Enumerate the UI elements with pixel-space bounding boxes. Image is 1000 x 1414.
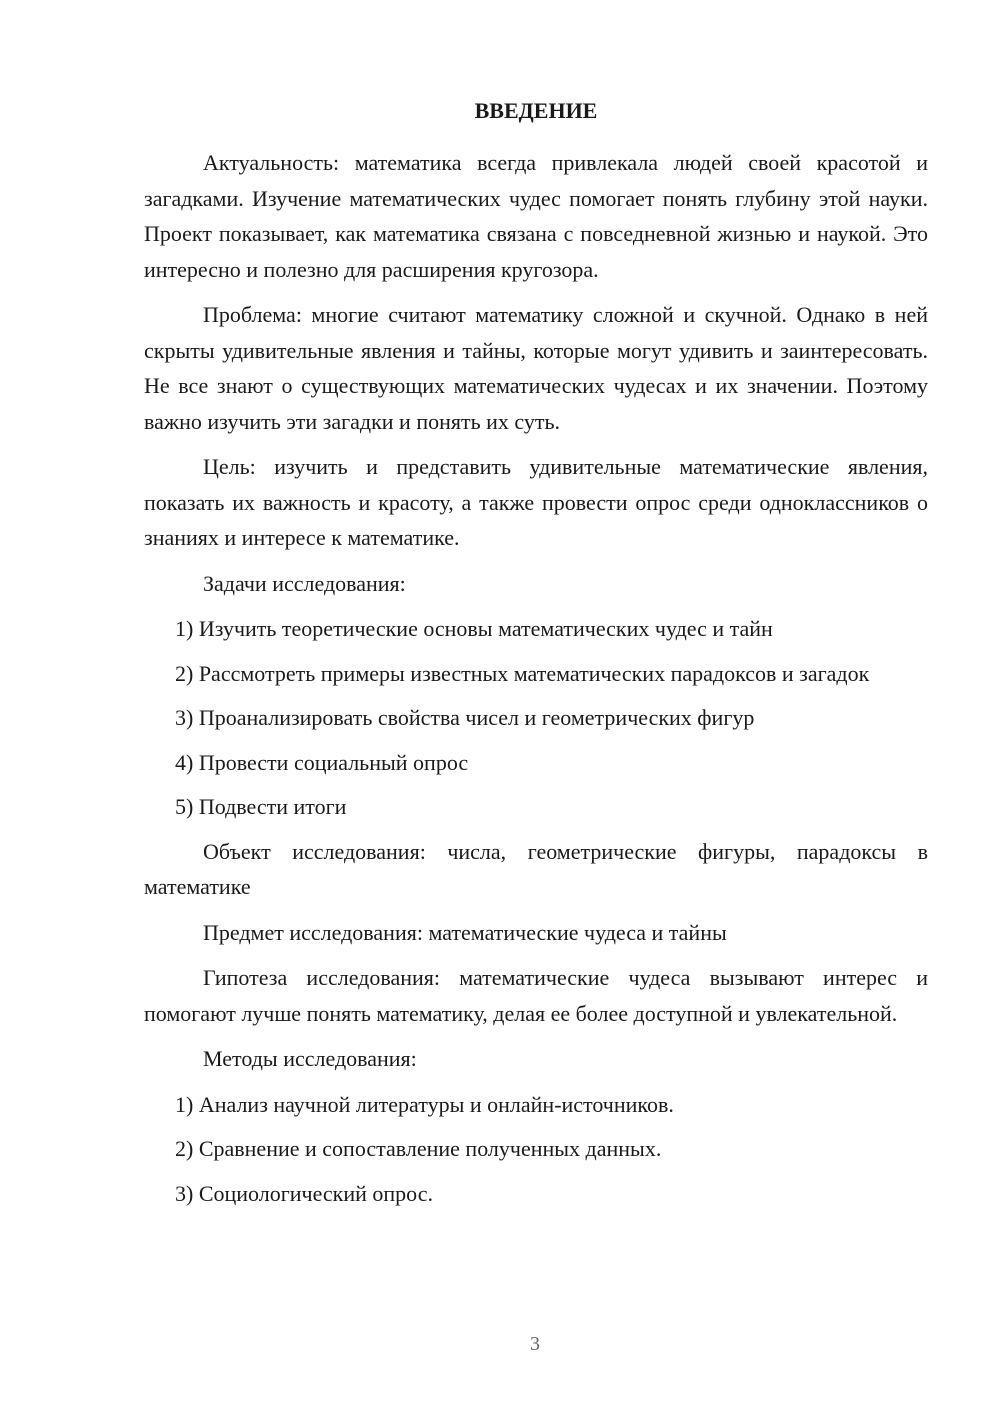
method-item: 2) Сравнение и сопоставление полученных данных.: [175, 1136, 662, 1161]
problem-paragraph: Проблема: многие считают математику сложной и скучной. Однако в ней скрыты удивительные явления и тайны, которые могут удивить и заинтересовать. Не все знают о существующих математических чудесах и их значении. Поэтому важно изучить эти загадки и понять их суть.: [144, 302, 928, 434]
task-item: 1) Изучить теоретические основы математических чудес и тайн: [175, 616, 773, 641]
task-item: 4) Провести социальный опрос: [175, 749, 469, 775]
task-item: 2) Рассмотреть примеры известных математических парадоксов и загадок: [175, 660, 870, 686]
page-number: 3: [530, 1333, 540, 1355]
tasks-heading: Задачи исследования:: [203, 570, 406, 596]
method-item: 3) Социологический опрос.: [175, 1180, 433, 1206]
object-paragraph: Объект исследования: числа, геометрические фигуры, парадоксы в математике: [144, 838, 928, 899]
task-item: 3) Проанализировать свойства чисел и геометрических фигур: [175, 705, 755, 730]
methods-heading: Методы исследования:: [203, 1046, 417, 1071]
task-item: 5) Подвести итоги: [175, 794, 347, 819]
hypothesis-paragraph: Гипотеза исследования: математические чудеса вызывают интерес и помогают лучше понять математику, делая ее более доступной и увлекательной.: [144, 965, 928, 1026]
section-title: ВВЕДЕНИЕ: [474, 98, 598, 123]
subject-paragraph: Предмет исследования: математические чудеса и тайны: [203, 919, 727, 945]
method-item: 1) Анализ научной литературы и онлайн-источников.: [175, 1091, 674, 1117]
document-page: [144, 95, 928, 1220]
relevance-paragraph: Актуальность: математика всегда привлекала людей своей красотой и загадками. Изучение математических чудес помогает понять глубину этой науки. Проект показывает, как математика связана с повседневной жизнью и наукой. Это интересно и полезно для расширения кругозора.: [144, 150, 928, 282]
goal-paragraph: Цель: изучить и представить удивительные математические явления, показать их важность и красоту, а также провести опрос среди одноклассников о знаниях и интересе к математике.: [144, 454, 928, 550]
